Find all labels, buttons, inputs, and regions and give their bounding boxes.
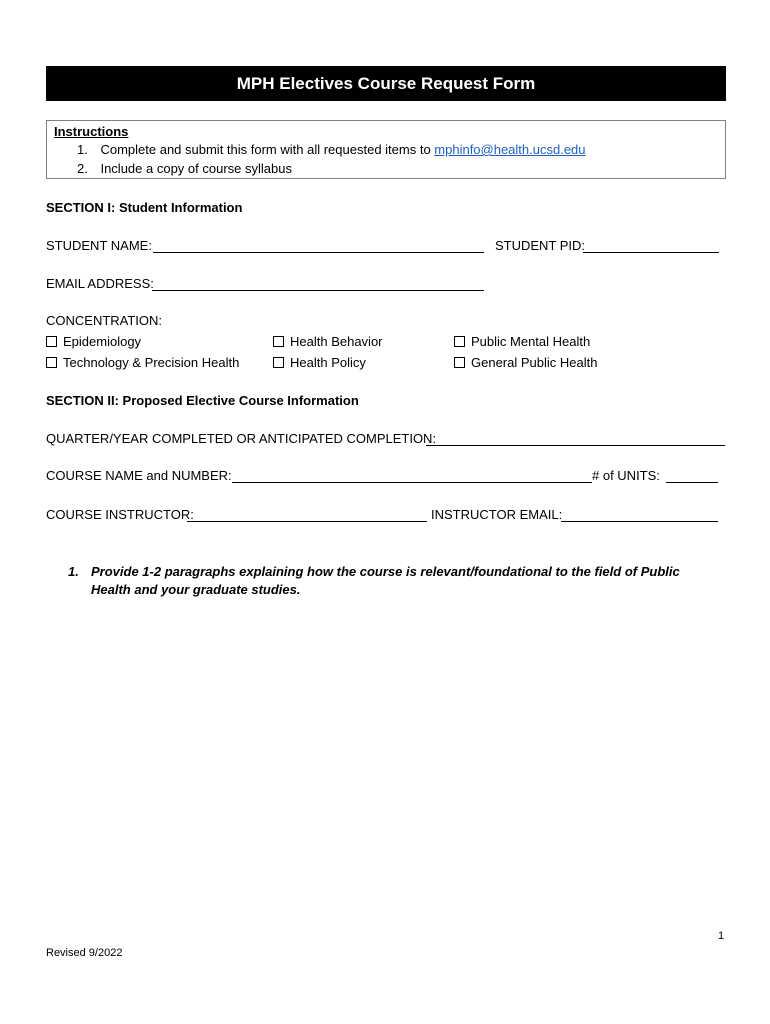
student-name-label: STUDENT NAME: [46,238,152,253]
concentration-health-behavior[interactable] [273,334,383,349]
page-number: 1 [718,930,725,942]
instruction-item-2 [77,161,292,176]
question-1-number: 1. [68,564,79,579]
concentration-label: CONCENTRATION: [46,313,163,328]
email-address-label: EMAIL ADDRESS: [46,276,154,291]
instructions-box [46,120,726,179]
instruction-text-2: Include a copy of course syllabus [100,161,292,176]
form-title-text: MPH Electives Course Request Form [236,73,536,93]
concentration-public-mental-health[interactable] [454,334,590,349]
checkbox-icon[interactable] [273,336,284,347]
concentration-label-health-policy: Health Policy [290,355,366,370]
section1-heading: SECTION I: Student Information [46,200,243,215]
section2-heading: SECTION II: Proposed Elective Course Information [46,393,359,408]
instruction-item-1 [77,142,586,157]
checkbox-icon[interactable] [454,336,465,347]
concentration-technology-precision-health[interactable] [46,355,239,370]
checkbox-icon[interactable] [454,357,465,368]
concentration-label-epidemiology: Epidemiology [63,334,142,349]
concentration-label-public-mental-health: Public Mental Health [471,334,591,349]
revised-date: Revised 9/2022 [46,947,123,959]
question-1-line1: Provide 1-2 paragraphs explaining how the course is relevant/foundational to the field of Public [91,564,680,579]
course-instructor-label: COURSE INSTRUCTOR: [46,507,194,522]
quarter-year-label: QUARTER/YEAR COMPLETED OR ANTICIPATED COMPLETION: [46,431,437,446]
checkbox-icon[interactable] [46,357,57,368]
instructions-heading: Instructions [54,124,129,139]
concentration-label-technology: Technology & Precision Health [63,355,240,370]
instruction-text-1: Complete and submit this form with all requested items to [100,142,435,157]
student-name-field[interactable] [153,252,484,253]
instructor-email-field[interactable] [561,521,718,522]
concentration-general-public-health[interactable] [454,355,597,370]
question-1-response-area[interactable] [46,590,726,910]
instruction-num-2: 2. [77,161,88,176]
concentration-label-health-behavior: Health Behavior [290,334,383,349]
email-link[interactable]: mphinfo@health.ucsd.edu [434,142,586,157]
checkbox-icon[interactable] [273,357,284,368]
student-pid-label: STUDENT PID: [495,238,586,253]
units-field[interactable] [666,482,718,483]
question-1-line2: Health and your graduate studies. [91,582,301,597]
course-instructor-field[interactable] [187,521,427,522]
course-name-field[interactable] [232,482,592,483]
concentration-label-general-public-health: General Public Health [471,355,598,370]
quarter-year-field[interactable] [426,445,725,446]
student-pid-field[interactable] [583,252,719,253]
form-title [46,66,726,101]
instructor-email-label: INSTRUCTOR EMAIL: [431,507,563,522]
concentration-health-policy[interactable] [273,355,366,370]
units-label: # of UNITS: [592,468,660,483]
concentration-epidemiology[interactable] [46,334,141,349]
email-address-field[interactable] [152,290,484,291]
checkbox-icon[interactable] [46,336,57,347]
course-name-label: COURSE NAME and NUMBER: [46,468,232,483]
instruction-num-1: 1. [77,142,88,157]
